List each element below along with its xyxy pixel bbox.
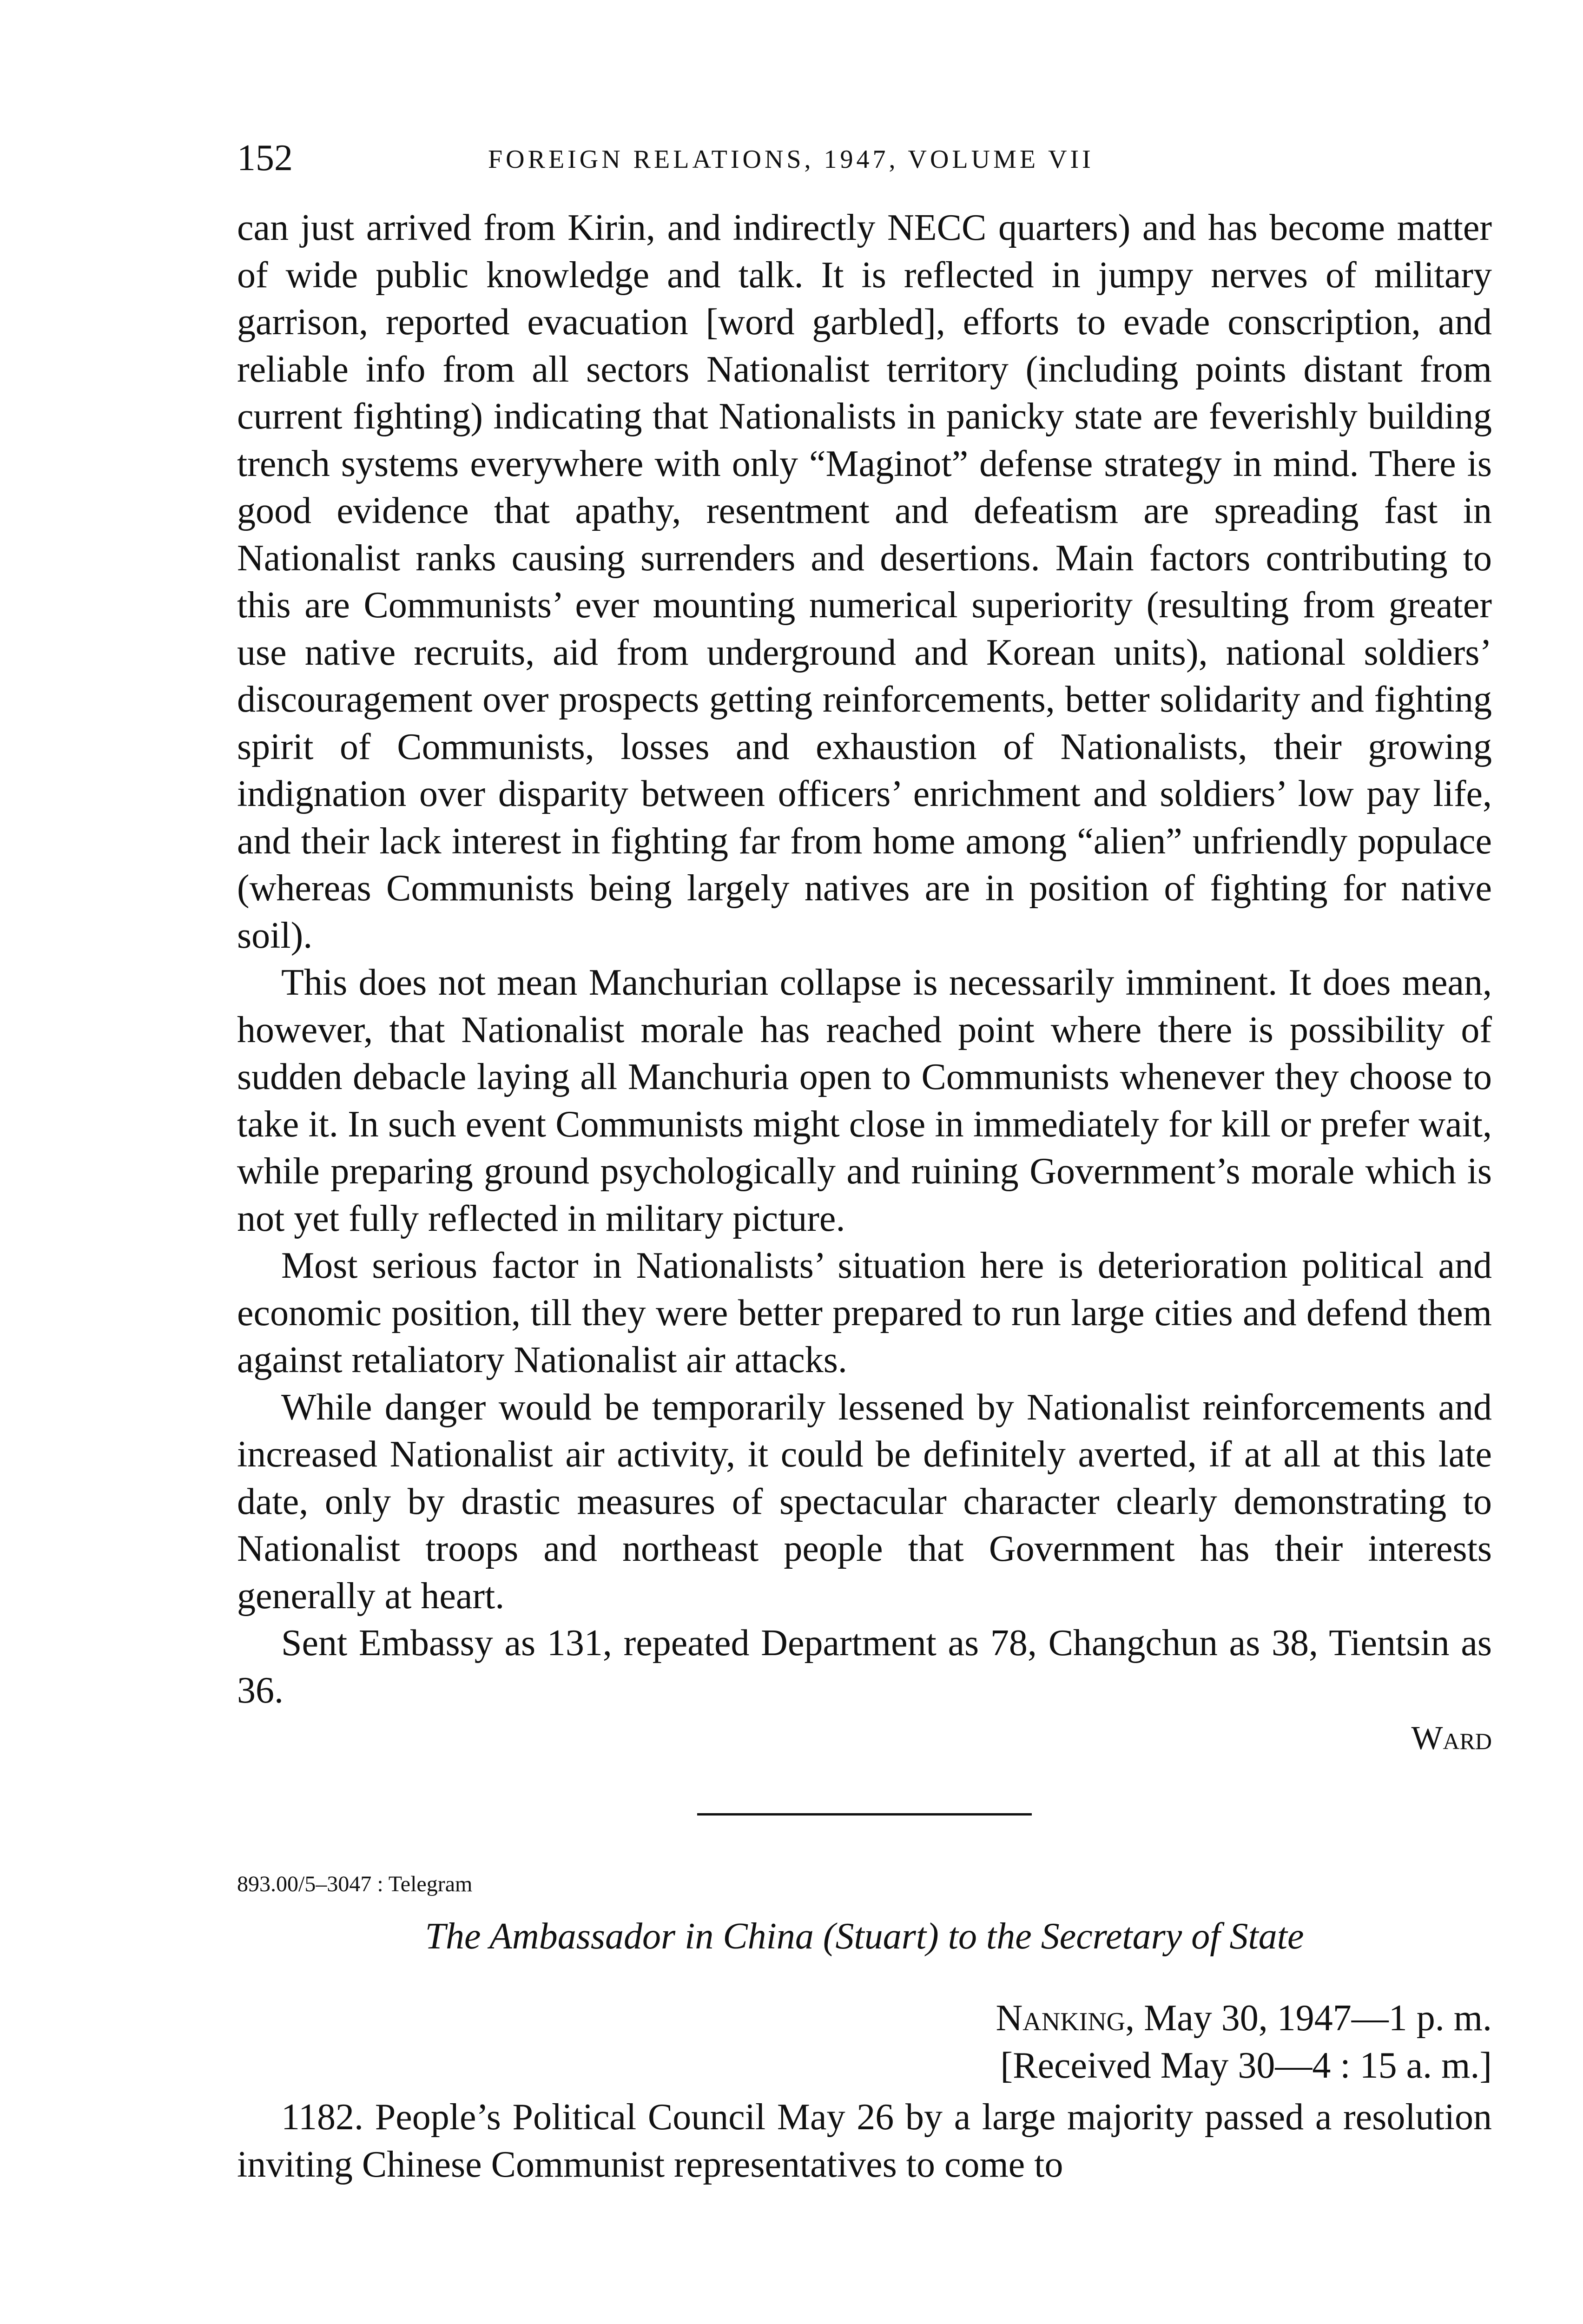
- section-divider: [697, 1813, 1032, 1816]
- document-title: The Ambassador in China (Stuart) to the Secretary of State: [425, 1916, 1304, 1957]
- paragraph-continued: can just arrived from Kirin, and indirectly NECC quarters) and has become matter of wide public knowledge and talk. It is reflected in jumpy nerves of military garrison, reported evacuation [word garbled], efforts to evade conscription, and reliable info from all sectors Nationalist territory (including points distant from current fighting) indicating that Nationalists in panicky state are feverishly building trench systems everywhere with only “Maginot” defense strategy in mind. There is good evidence that apathy, resentment and defeatism are spreading fast in Nationalist ranks causing surrenders and desertions. Main factors contributing to this are Communists’ ever mounting numerical superiority (resulting from greater use native recruits, aid from underground and Korean units), national soldiers’ discouragement over prospects getting reinforcements, better solidarity and fighting spirit of Communists, losses and exhaustion of Nationalists, their growing indignation over disparity between officers’ enrichment and soldiers’ low pay life, and their lack interest in fighting far from home among “alien” unfriendly populace (whereas Communists being largely natives are in position of fighting for native soil).: [237, 207, 1492, 956]
- telegram-body: [237, 205, 1492, 1714]
- page-number: 152: [237, 138, 293, 178]
- dateline-date: , May 30, 1947—1 p. m.: [1125, 1998, 1492, 2039]
- signature: Ward: [1411, 1719, 1492, 1756]
- file-reference: 893.00/5–3047 : Telegram: [237, 1872, 473, 1896]
- running-head: FOREIGN RELATIONS, 1947, VOLUME VII: [488, 145, 1094, 174]
- paragraph-danger: While danger would be temporarily lessened by Nationalist reinforcements and increased Nationalist air activity, it could be definitely averted, if at all at this late date, only by drastic measures of spectacular character clearly demonstrating to Nationalist troops and northeast people that Government has their interests generally at heart.: [237, 1386, 1492, 1617]
- paragraph-opening: 1182. People’s Political Council May 26 by a large majority passed a resolution inviting Chinese Communist representatives to come to: [237, 2097, 1492, 2185]
- page-header: [237, 139, 1492, 191]
- received-line: [Received May 30—4 : 15 a. m.]: [1000, 2045, 1492, 2086]
- dateline-place: Nanking: [996, 1998, 1126, 2039]
- dateline: [237, 1995, 1492, 2042]
- telegram2-body: [237, 2094, 1492, 2188]
- paragraph-serious-factor: Most serious factor in Nationalists’ situation here is deterioration political and economic position, till they were better prepared to run large cities and defend them against retaliatory Nationalist air attacks.: [237, 1245, 1492, 1380]
- paragraph-collapse: This does not mean Manchurian collapse is necessarily imminent. It does mean, however, that Nationalist morale has reached point where there is possibility of sudden debacle laying all Manchuria open to Communists whenever they choose to take it. In such event Communists might close in immediately for kill or prefer wait, while preparing ground psychologically and ruining Government’s morale which is not yet fully reflected in military picture.: [237, 962, 1492, 1239]
- paragraph-distribution: Sent Embassy as 131, repeated Department as 78, Changchun as 38, Tientsin as 36.: [237, 1623, 1492, 1711]
- document-page: [237, 139, 1492, 2188]
